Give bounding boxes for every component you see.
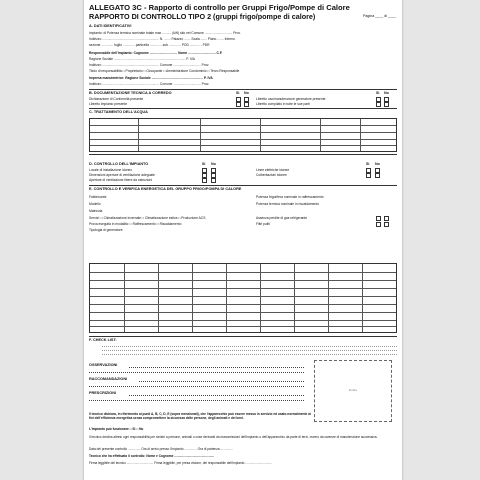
page-label: Pagina ____ di ____ (363, 14, 396, 18)
divider (89, 185, 397, 186)
declaration-text: Il tecnico dichiara, in riferimento ai punti A, B, C, D, E (sopra menzionati), che l'apparecchio può essere messo in servizio ed usato normalmente ai fini dell'efficienza energetica senza compromettere la sicurezza delle persone, degli animali e dei beni. (89, 412, 311, 420)
recommendations-field[interactable] (89, 386, 304, 387)
field-label: Tipologia di generatore (89, 228, 123, 232)
yes-label: Si (202, 162, 206, 166)
can-operate-line: L'impianto può funzionare □ Si □ No (89, 427, 144, 431)
checkbox[interactable] (384, 102, 389, 107)
signature-line: Firma leggibile del tecnico .............................. Firma leggibile, per presa visione, del responsabile dell'impianto .............................. (89, 461, 272, 465)
field-label: Prova eseguita in modalità: □ Raffrescamento □ Riscaldamento (89, 222, 182, 226)
section-a-line: Indirizzo .............................................................. Comune .............................. Prov. (89, 82, 210, 86)
no-label: No (211, 162, 216, 166)
section-a-line: Indirizzo .............................................................. Comune .............................. Prov. (89, 63, 210, 67)
checklist-item: Dimensioni aperture di ventilazione adeguate (89, 173, 155, 177)
divider (89, 154, 397, 155)
recommendations-field[interactable] (139, 381, 304, 382)
section-a-line: Responsabile dell'impianto: Cognome .............................. Nome .............................. C.F. (89, 51, 223, 55)
checklist-item: Linee elettriche idonee (256, 168, 290, 172)
section-f-title: F. CHECK LIST: (89, 338, 117, 342)
recommendations-label: RACCOMANDAZIONI (89, 377, 128, 381)
observations-field[interactable] (89, 372, 304, 373)
field-label: Potenza frigorifera nominale in raffrescamento (256, 195, 324, 199)
field-label: Fabbricante (89, 195, 107, 199)
field-label: Modello (89, 202, 101, 206)
form-subtitle: RAPPORTO DI CONTROLLO TIPO 2 (gruppi frigo/pompe di calore) (89, 12, 316, 21)
section-a-line: sezione ............. foglio ............. particella ............. sub ............. POD ............. PDR (89, 43, 210, 47)
divider (89, 108, 397, 109)
section-a-line: Indirizzo .............................................................. N. ....... Palazzo ....... Scala ....... Piano ....... Interno (89, 37, 235, 41)
yes-label: Si (366, 162, 370, 166)
checkbox[interactable] (202, 178, 207, 183)
checklist-item: Libretto uso/manutenzione generatore presente (256, 97, 326, 101)
observations-label: OSSERVAZIONI (89, 363, 118, 367)
section-c-title: C. TRATTAMENTO DELL'ACQUA (89, 110, 148, 114)
form-title: ALLEGATO 3C - Rapporto di controllo per Gruppi Frigo/Pompe di Calore (89, 3, 350, 12)
disclaimer-text: Il tecnico declina altresì ogni responsabilità per sinistri a persone, animali o cose derivanti da manomissioni dell'impianto o dell'apparecchio da parte di terzi, ovvero da carenze di manutenzione successiva. (89, 435, 378, 439)
control-date-line: Data del presente controllo .............. Ora di arrivo presso l'impianto .............. Ora di partenza .............. (89, 447, 233, 451)
section-a-line: Impianto: di Potenza termica nominale totale max .......... (kW) sito nel Comune .............................. Prov. (89, 31, 241, 35)
section-a-title: A. DATI IDENTIFICATIVI (89, 24, 132, 28)
checklist-item: Coibentazioni idonee (256, 173, 287, 177)
section-b-title: B. DOCUMENTAZIONE TECNICA A CORREDO (89, 91, 172, 95)
checklist-item: Aperture di ventilazione libere da ostruzioni (89, 178, 153, 182)
observations-field[interactable] (129, 367, 304, 368)
yes-label: Si (236, 91, 240, 95)
divider (89, 336, 397, 337)
checkbox[interactable] (384, 222, 389, 227)
prescriptions-field[interactable] (89, 400, 304, 401)
checkbox[interactable] (366, 173, 371, 178)
form-page (84, 0, 402, 480)
checkbox[interactable] (211, 178, 216, 183)
checkbox[interactable] (375, 173, 380, 178)
no-label: No (375, 162, 380, 166)
checkbox[interactable] (376, 216, 381, 221)
prescriptions-field[interactable] (129, 395, 304, 396)
checkbox[interactable] (384, 216, 389, 221)
no-label: No (244, 91, 249, 95)
section-e-title: E. CONTROLLO E VERIFICA ENERGETICA DEL GRUPPO FRIGO/POMPA DI CALORE (89, 187, 242, 191)
checklist-item: Libretto compilato in tutte le sue parti (256, 102, 310, 106)
yes-label: Si (376, 91, 380, 95)
prescriptions-label: PRESCRIZIONI (89, 391, 117, 395)
checkbox[interactable] (244, 102, 249, 107)
energy-test-table (89, 263, 397, 333)
checklist-item: Libretto impianto presente (89, 102, 128, 106)
water-treatment-table (89, 118, 397, 152)
checklist-item: Locale di installazione idoneo (89, 168, 133, 172)
field-label: Assenza perdite di gas refrigerante (256, 216, 308, 220)
field-label: Potenza termica nominale in riscaldamento (256, 202, 320, 206)
checkbox[interactable] (376, 222, 381, 227)
checkbox[interactable] (376, 102, 381, 107)
section-a-line: Titolo di responsabilità □ Proprietario □ Occupante □ Amministratore Condominio □ Terzo Responsabile (89, 69, 240, 73)
divider (89, 89, 397, 90)
field-label: Matricola (89, 209, 103, 213)
field-label: Filtri puliti (256, 222, 270, 226)
section-a-line: Impresa manutentrice: Ragione Sociale ........................................................ P. IVA (89, 76, 213, 80)
checkbox[interactable] (236, 102, 241, 107)
technician-line: Tecnico che ha effettuato il controllo: Nome e Cognome ............................................. (89, 454, 215, 458)
stamp-box: timbro (314, 360, 392, 422)
field-label: Servizi: □ Climatizzazione invernale □ Climatizzazione estiva □ Produzione ACS (89, 216, 206, 220)
section-d-title: D. CONTROLLO DELL'IMPIANTO (89, 162, 149, 166)
section-a-line: Ragione Sociale .............................................................................. P. IVA (89, 57, 195, 61)
checklist-item: Dichiarazione di Conformità presente (89, 97, 144, 101)
no-label: No (384, 91, 389, 95)
checklist-text (102, 344, 397, 358)
